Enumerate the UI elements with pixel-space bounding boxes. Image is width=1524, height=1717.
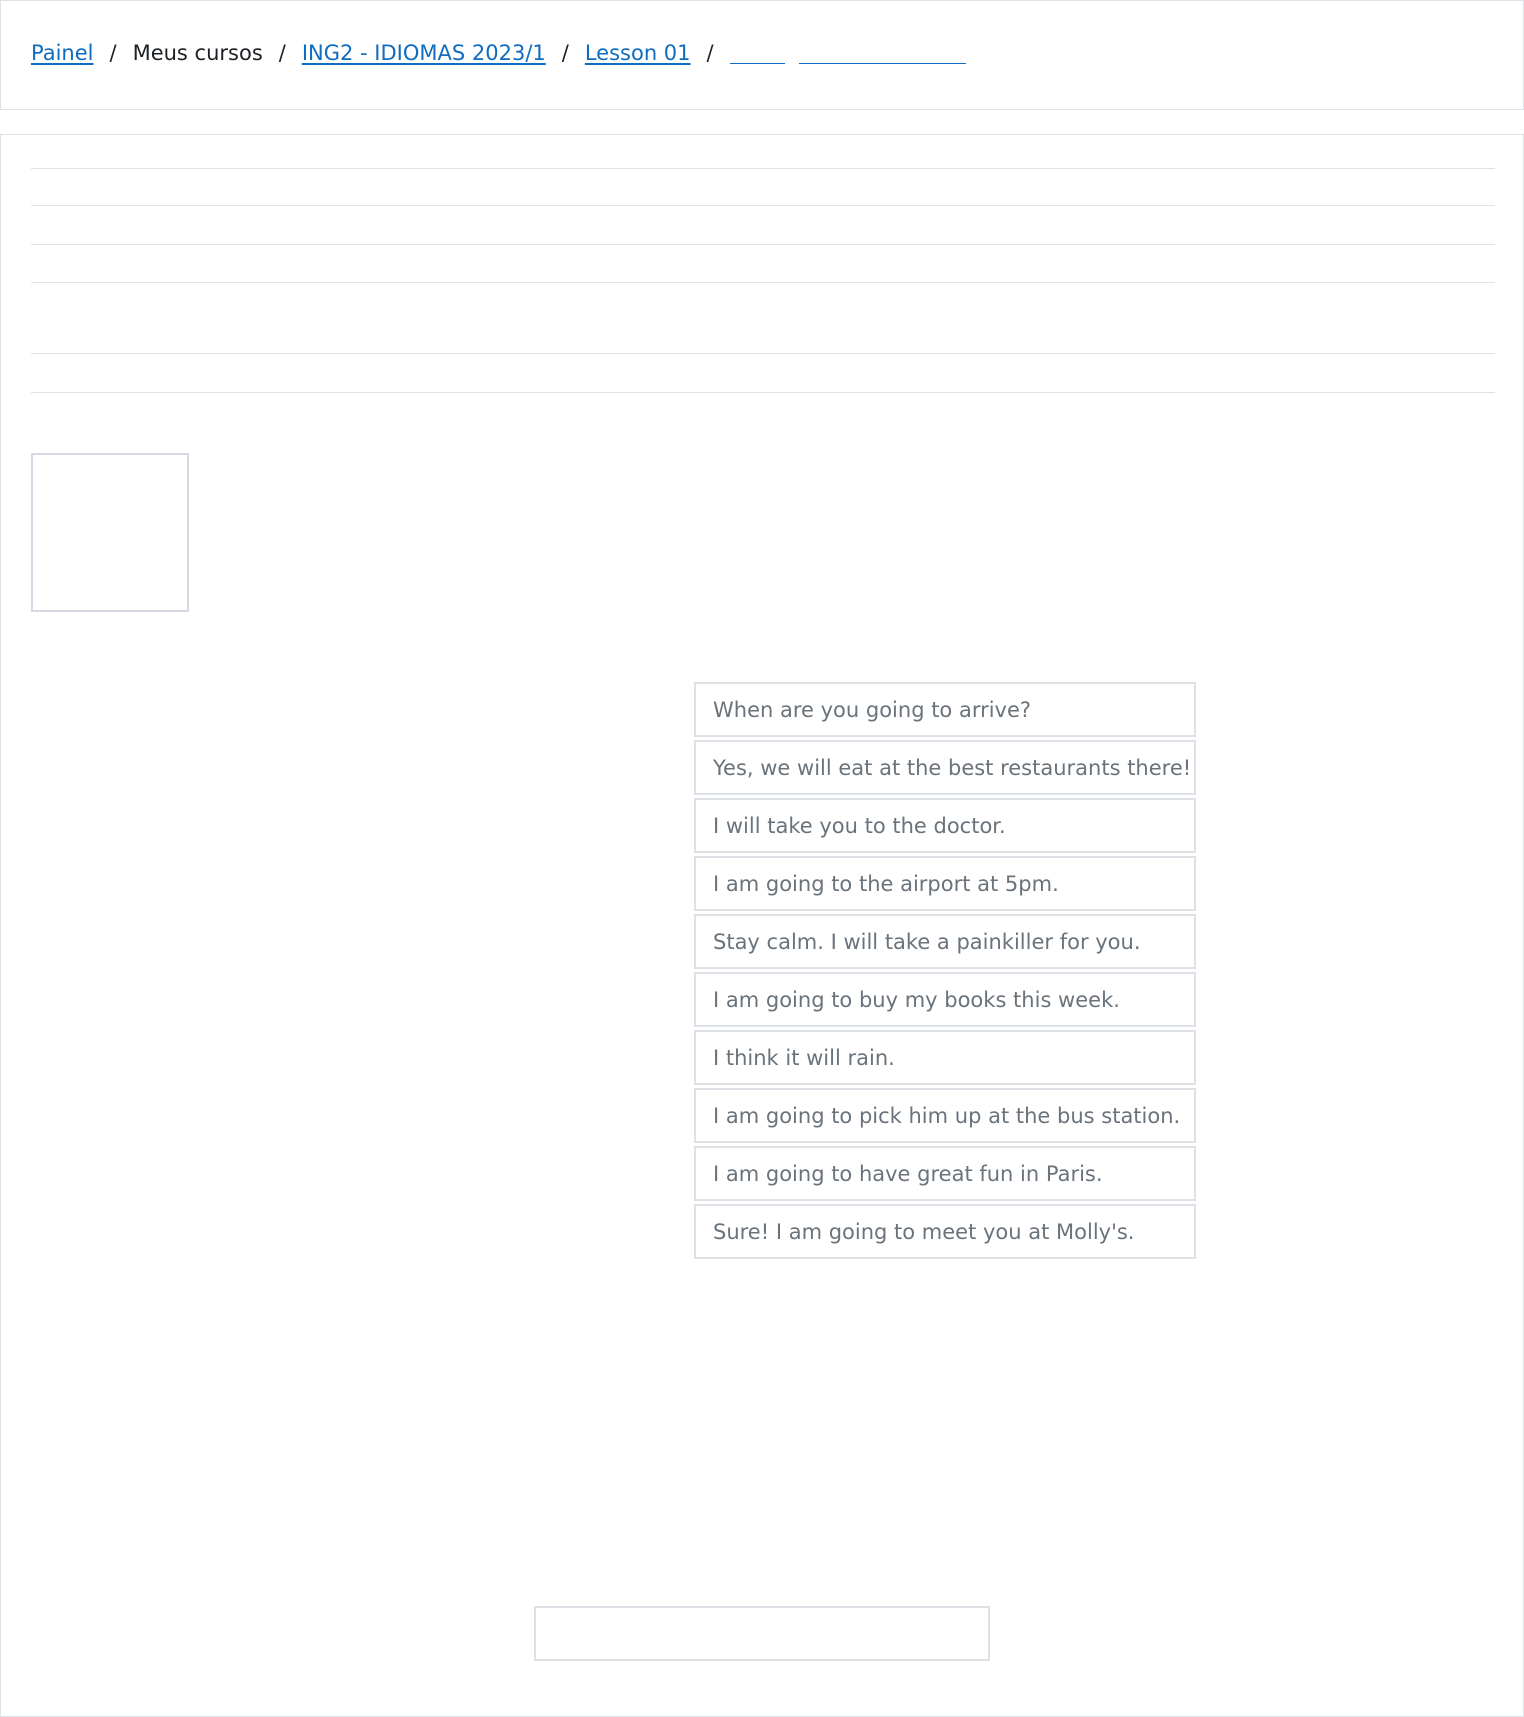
breadcrumb-link-painel[interactable]: Painel [31, 41, 94, 65]
answer-item[interactable]: Sure! I am going to meet you at Molly's. [694, 1204, 1196, 1259]
breadcrumb-separator: / [109, 41, 117, 65]
answer-item[interactable]: When are you going to arrive? [694, 682, 1196, 737]
divider [31, 244, 1495, 245]
breadcrumb-link-lesson[interactable]: Lesson 01 [584, 41, 691, 65]
divider [31, 205, 1495, 206]
divider [31, 168, 1495, 169]
answer-item[interactable]: I am going to have great fun in Paris. [694, 1146, 1196, 1201]
breadcrumb-link-unlabeled[interactable] [730, 42, 785, 64]
breadcrumb [31, 41, 966, 65]
answer-item[interactable]: I am going to buy my books this week. [694, 972, 1196, 1027]
answer-item[interactable]: I will take you to the doctor. [694, 798, 1196, 853]
image-placeholder [31, 453, 189, 612]
breadcrumb-separator: / [706, 41, 714, 65]
divider [31, 392, 1495, 393]
answer-item[interactable]: Stay calm. I will take a painkiller for you. [694, 914, 1196, 969]
breadcrumb-item-meus-cursos: Meus cursos [132, 41, 263, 65]
answer-item[interactable]: Yes, we will eat at the best restaurants there! [694, 740, 1196, 795]
divider [31, 353, 1495, 354]
breadcrumb-separator: / [561, 41, 569, 65]
answer-item[interactable]: I am going to pick him up at the bus station. [694, 1088, 1196, 1143]
breadcrumb-link-unlabeled-activity[interactable] [799, 42, 966, 64]
page-header [0, 0, 1524, 110]
drop-zone[interactable] [534, 1606, 990, 1661]
breadcrumb-separator: / [278, 41, 286, 65]
answer-item[interactable]: I think it will rain. [694, 1030, 1196, 1085]
breadcrumb-link-course[interactable]: ING2 - IDIOMAS 2023/1 [301, 41, 546, 65]
answer-item[interactable]: I am going to the airport at 5pm. [694, 856, 1196, 911]
divider [31, 282, 1495, 283]
answer-list [694, 682, 1196, 1262]
